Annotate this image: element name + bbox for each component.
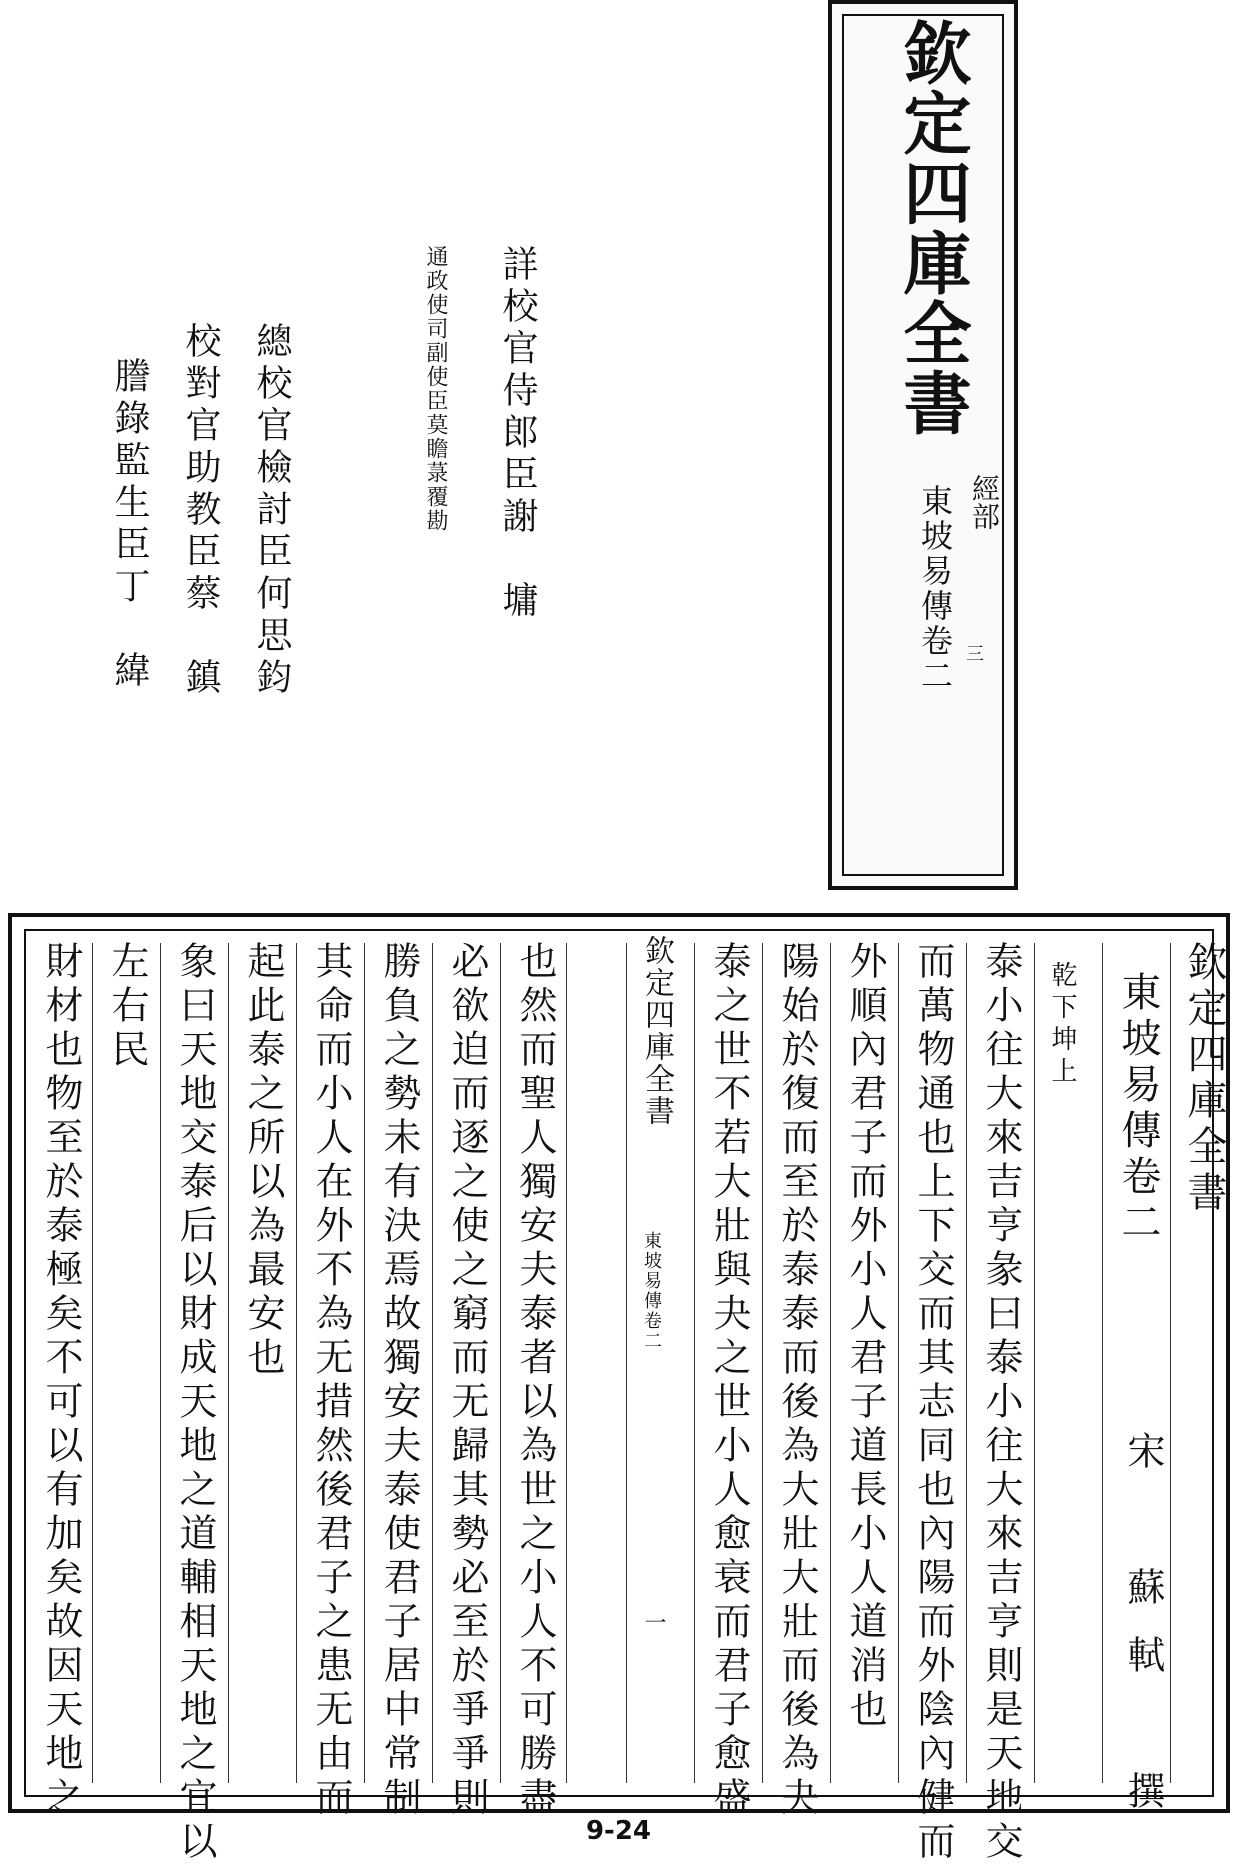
credit-proofreader: 校對官助教臣蔡 鎮 <box>180 322 221 700</box>
text-column: 其命而小人在外不為无措然後君子之患无由而 <box>309 941 353 1821</box>
text-column: 也然而聖人獨安夫泰者以為世之小人不可勝盡 <box>513 941 557 1821</box>
text-column: 象曰天地交泰后以財成天地之道輔相天地之宜以 <box>173 941 217 1865</box>
column-rule <box>432 943 433 1783</box>
title-slip <box>828 0 1018 890</box>
center-book-title: 東坡易傳卷二 <box>641 1231 662 1351</box>
text-column: 而萬物通也上下交而其志同也內陽而外陰內健而 <box>911 941 955 1865</box>
column-rule <box>500 943 501 1783</box>
column-rule <box>966 943 967 1783</box>
credit-copyist: 謄錄監生臣丁 緯 <box>109 357 150 693</box>
text-column: 起此泰之所以為最安也 <box>241 941 285 1381</box>
center-heading: 欽定四庫全書 <box>639 935 674 1127</box>
center-page-number: 一 <box>641 1611 666 1639</box>
text-column: 勝負之勢未有決焉故獨安夫泰使君子居中常制 <box>377 941 421 1821</box>
slip-section: 經部 <box>968 474 1001 530</box>
credit-reviewer: 通政使司副使臣莫瞻菉覆勘 <box>423 245 448 533</box>
column-rule <box>898 943 899 1783</box>
text-column: 陽始於復而至於泰泰而後為大壯大壯而後為夬 <box>775 941 819 1821</box>
column-rule <box>160 943 161 1783</box>
text-column: 外順內君子而外小人君子道長小人道消也 <box>843 941 887 1733</box>
column-rule <box>1102 943 1103 1783</box>
author-line: 宋 蘇軾 撰 <box>1121 1431 1165 1839</box>
column-rule <box>566 943 567 1783</box>
page-header: 欽定四庫全書 <box>1181 941 1227 1217</box>
column-rule <box>296 943 297 1783</box>
book-title: 東坡易傳卷二 <box>1115 971 1161 1247</box>
text-column: 左右民 <box>105 941 149 1073</box>
page-number: 9-24 <box>585 1816 652 1846</box>
text-column: 泰之世不若大壯與夬之世小人愈衰而君子愈盛 <box>707 941 751 1821</box>
hexagram-label: 乾下坤上 <box>1047 961 1077 1089</box>
slip-book-title: 東坡易傳卷二 <box>916 484 954 694</box>
column-rule <box>92 943 93 1783</box>
column-rule <box>830 943 831 1783</box>
credit-chief-collator: 總校官檢討臣何思鈞 <box>251 322 292 700</box>
text-column: 泰小往大來吉亨彖曰泰小往大來吉亨則是天地交 <box>979 941 1023 1865</box>
column-rule <box>762 943 763 1783</box>
column-rule <box>694 943 695 1783</box>
column-rule <box>626 943 627 1783</box>
text-column: 必欲迫而逐之使之窮而无歸其勢必至於爭爭則 <box>445 941 489 1821</box>
slip-volume: 三 <box>963 644 984 662</box>
column-rule <box>364 943 365 1783</box>
column-rule <box>228 943 229 1783</box>
text-column: 財材也物至於泰極矣不可以有加矣故因天地之 <box>39 941 83 1821</box>
column-rule <box>1034 943 1035 1783</box>
credit-detailed-collator: 詳校官侍郎臣謝 墉 <box>497 245 538 623</box>
slip-title: 欽定四庫全書 <box>892 18 972 438</box>
